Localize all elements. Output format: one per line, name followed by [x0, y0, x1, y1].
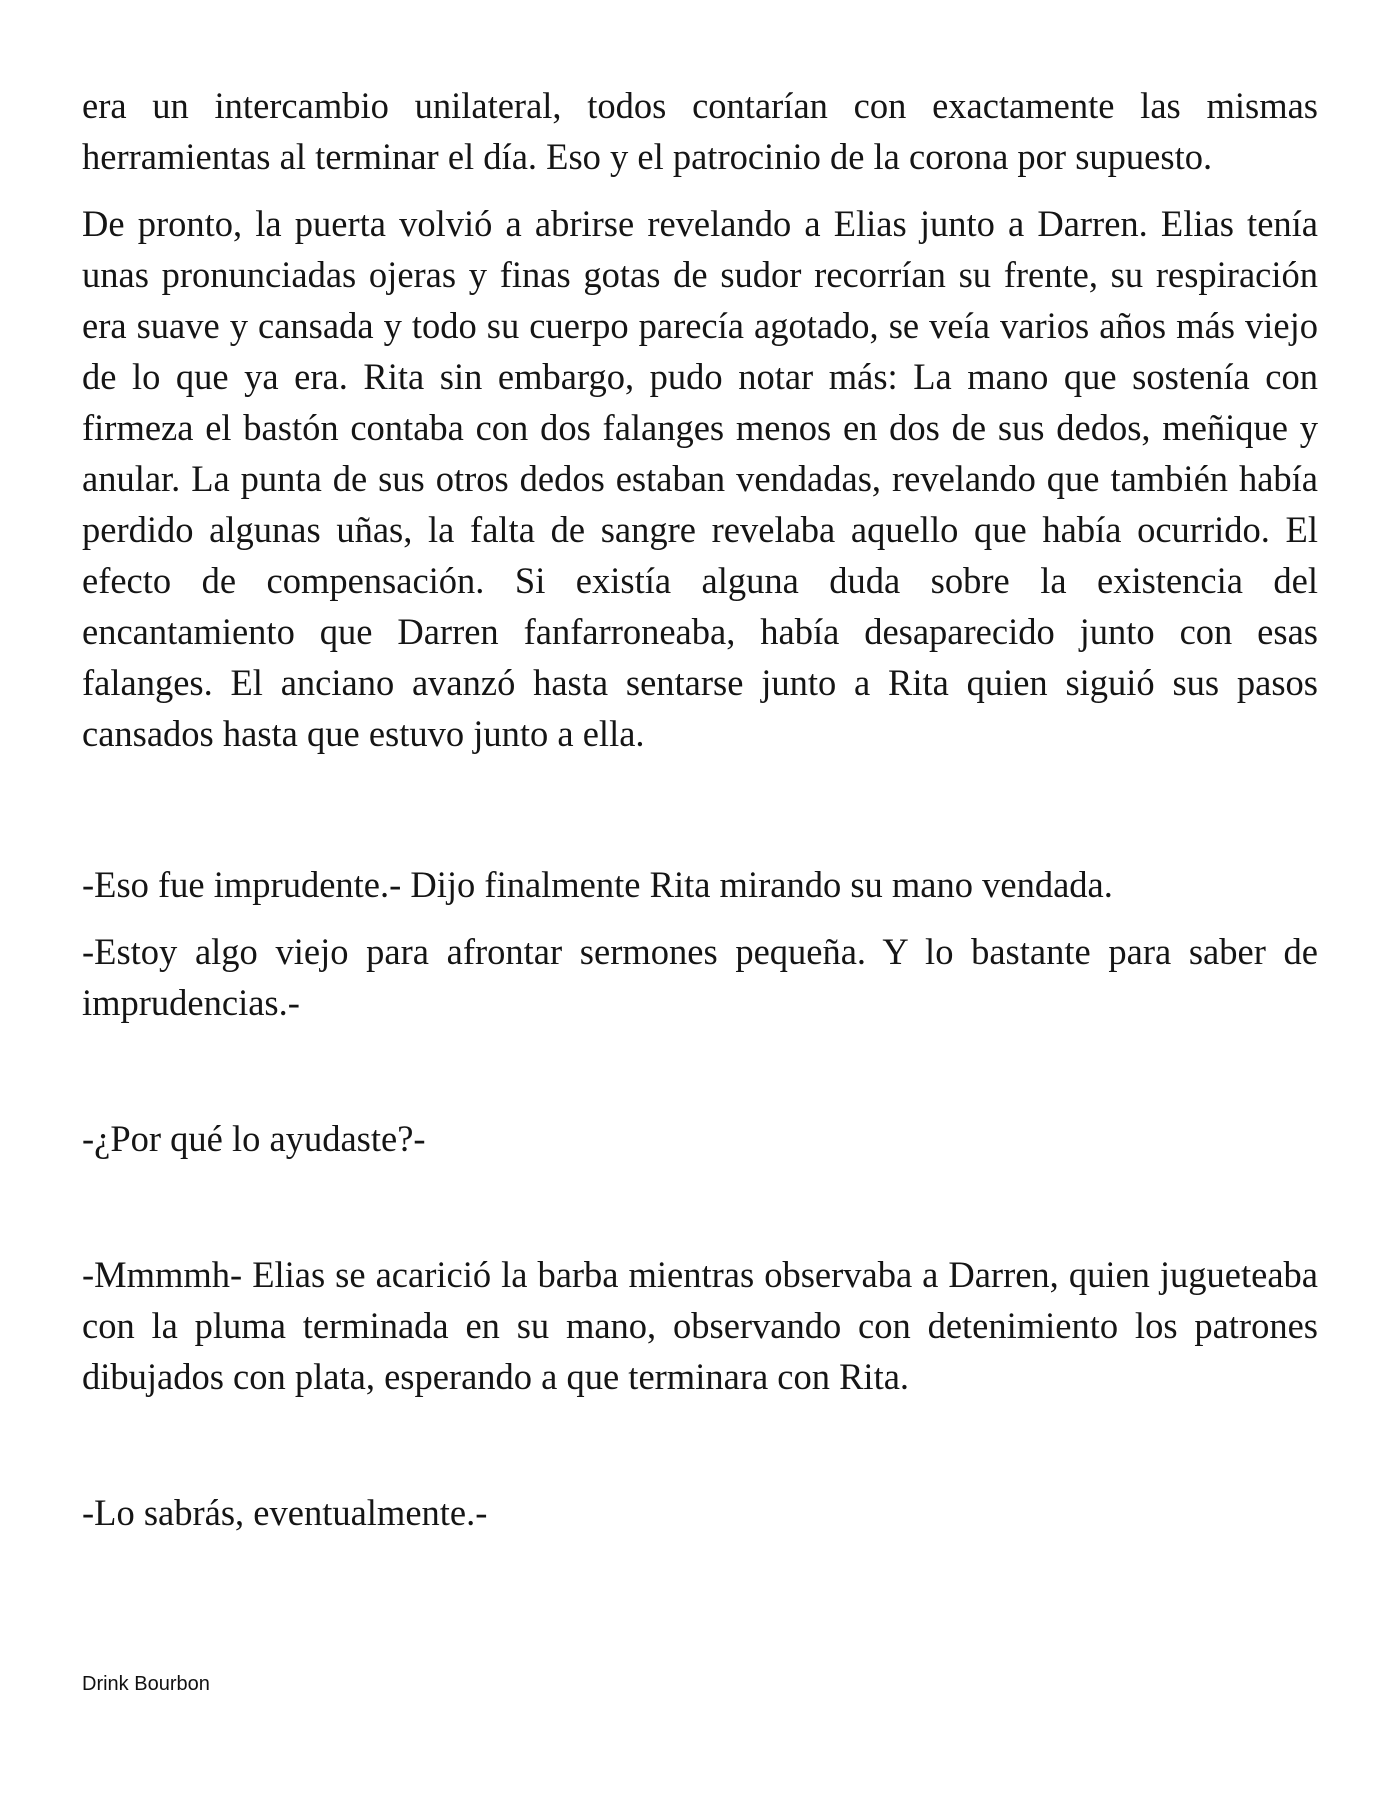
dialogue-sermones: -Estoy algo viejo para afrontar sermones pequeña. Y lo bastante para saber de imprudencias.- — [82, 931, 1318, 1023]
paragraph-mmmmh: -Mmmmh- Elias se acarició la barba mientras observaba a Darren, quien jugueteaba con la pluma terminada en su mano, observando con detenimiento los patrones dibujados con plata, esperando a que terminara con Rita. — [82, 1254, 1318, 1397]
paragraph-elias-darren: De pronto, la puerta volvió a abrirse revelando a Elias junto a Darren. Elias tenía unas pronunciadas ojeras y finas gotas de sudor recorrían su frente, su respiración era suave y cansada y todo su cuerpo parecía agotado, se veía varios años más viejo de lo que ya era. Rita sin embargo, pudo notar más: La mano que sostenía con firmeza el bastón contaba con dos falanges menos en dos de sus dedos, meñique y anular. La punta de sus otros dedos estaban vendadas, revelando que también había perdido algunas uñas, la falta de sangre revelaba aquello que había ocurrido. El efecto de compensación. Si existía alguna duda sobre la existencia del encantamiento que Darren fanfarroneaba, había desaparecido junto con esas falanges. El anciano avanzó hasta sentarse junto a Rita quien siguió sus pasos cansados hasta que estuvo junto a ella. — [82, 203, 1318, 754]
document-body — [82, 80, 1318, 1538]
paragraph-gap — [82, 1402, 1318, 1487]
paragraph-gap — [82, 1164, 1318, 1249]
paragraph-intercambio: era un intercambio unilateral, todos contarían con exactamente las mismas herramientas al terminar el día. Eso y el patrocinio de la corona por supuesto. — [82, 85, 1318, 177]
dialogue-por-que: -¿Por qué lo ayudaste?- — [82, 1118, 426, 1159]
page-footer: Drink Bourbon — [82, 1673, 210, 1695]
paragraph-gap — [82, 759, 1318, 859]
paragraph-gap — [82, 1028, 1318, 1113]
paragraph-gap — [82, 910, 1318, 926]
dialogue-lo-sabras: -Lo sabrás, eventualmente.- — [82, 1492, 488, 1533]
dialogue-imprudente: -Eso fue imprudente.- Dijo finalmente Rita mirando su mano vendada. — [82, 864, 1113, 905]
